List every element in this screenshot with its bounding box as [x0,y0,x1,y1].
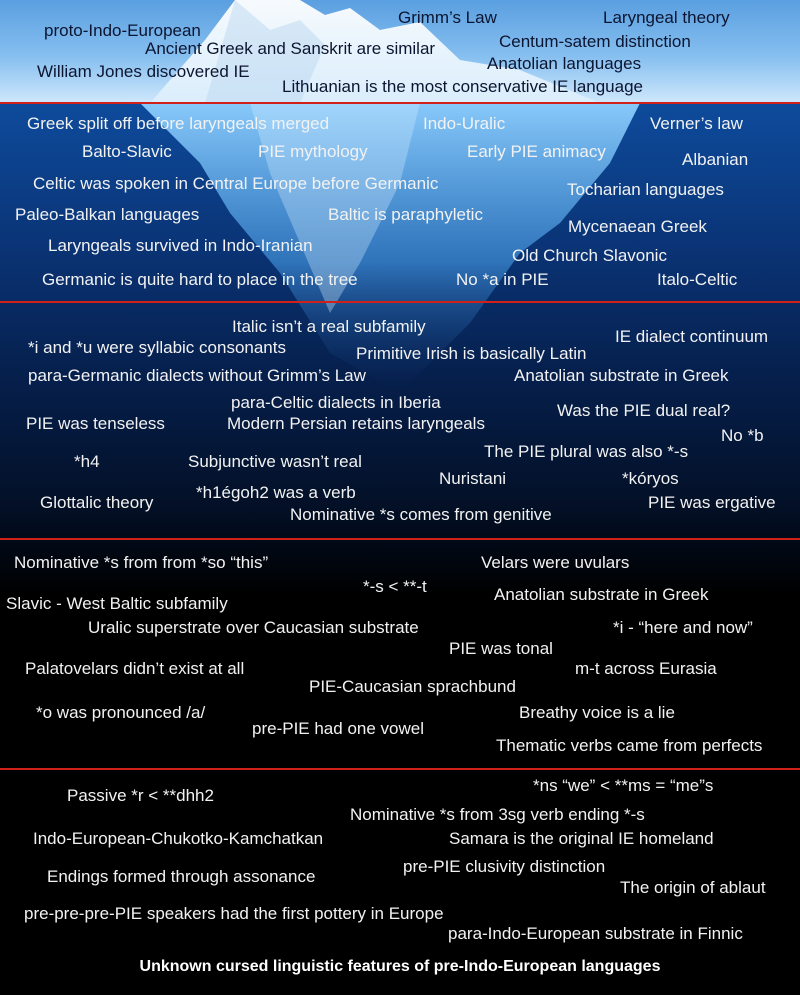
tier4-item: Breathy voice is a lie [519,703,675,722]
tier5-item: The origin of ablaut [620,878,766,897]
tier3-item: Subjunctive wasn’t real [188,452,362,471]
tier3-item: No *b [721,426,764,445]
tier4-item: *o was pronounced /a/ [36,703,206,722]
tier4-item: PIE-Caucasian sprachbund [309,677,516,696]
tier4-item: Uralic superstrate over Caucasian substrate [88,618,419,637]
tier3-item: para-Germanic dialects without Grimm’s Law [28,366,366,385]
tier-divider-4 [0,768,800,770]
tier3-item: para-Celtic dialects in Iberia [231,393,441,412]
tier2-item: Baltic is paraphyletic [328,205,483,224]
tier3-item: Modern Persian retains laryngeals [227,414,485,433]
tier3-item: Primitive Irish is basically Latin [356,344,587,363]
tier2-item: Germanic is quite hard to place in the tree [42,270,358,289]
tier3-item: Nominative *s comes from genitive [290,505,552,524]
tier4-item: pre-PIE had one vowel [252,719,424,738]
tier2-item: Balto-Slavic [82,142,172,161]
tier5-item: para-Indo-European substrate in Finnic [448,924,743,943]
tier4-item: Thematic verbs came from perfects [496,736,763,755]
tier3-item: Anatolian substrate in Greek [514,366,729,385]
tier1-item: Lithuanian is the most conservative IE language [282,77,644,96]
tier5-item: *ns “we” < **ms = “me”s [533,776,714,795]
tier3-item: *i and *u were syllabic consonants [28,338,286,357]
tier2-item: Italo-Celtic [657,270,738,289]
tier3-item: Nuristani [439,469,507,488]
tier2-item: PIE mythology [258,142,368,161]
tier5-item: Endings formed through assonance [47,867,316,886]
tier1-item: Centum-satem distinction [499,32,691,51]
tier2-item: Verner’s law [650,114,743,133]
tier1-item: Laryngeal theory [603,8,730,27]
tier2-item: Greek split off before laryngeals merged [27,114,330,133]
tier4-item: Anatolian substrate in Greek [494,585,709,604]
tier2-item: Albanian [682,150,749,169]
tier4-item: Velars were uvulars [481,553,630,572]
tier2-item: No *a in PIE [456,270,549,289]
tier1-item: Grimm’s Law [398,8,497,27]
tier1-item: Anatolian languages [487,54,642,73]
tier5-item: Passive *r < **dhh2 [67,786,214,805]
tier1-item: proto-Indo-European [44,21,201,40]
tier2-item: Old Church Slavonic [512,246,667,265]
tier4-item: Nominative *s from from *so “this” [14,553,269,572]
tier-divider-3 [0,538,800,540]
tier1-item: Ancient Greek and Sanskrit are similar [145,39,436,58]
tier5-item: pre-pre-pre-PIE speakers had the first pottery in Europe [24,904,444,923]
tier3-item: *h1égoh2 was a verb [196,483,356,502]
tier4-item: m-t across Eurasia [575,659,717,678]
tier4-item: PIE was tonal [449,639,553,658]
tier-divider-2 [0,301,800,303]
tier2-item: Laryngeals survived in Indo-Iranian [48,236,313,255]
tier4-item: *i - “here and now” [613,618,753,637]
caption: Unknown cursed linguistic features of pre-Indo-European languages [139,958,661,975]
tier3-item: IE dialect continuum [615,327,769,346]
tier-divider-1 [0,102,800,104]
tier2-item: Mycenaean Greek [568,217,707,236]
tier1-item: William Jones discovered IE [37,62,250,81]
tier3-item: Italic isn’t a real subfamily [232,317,426,336]
tier3-item: PIE was tenseless [26,414,165,433]
tier2-item: Paleo-Balkan languages [15,205,200,224]
tier5-item: Nominative *s from 3sg verb ending *-s [350,805,645,824]
tier3-item: Was the PIE dual real? [557,401,731,420]
tier4-item: *-s < **-t [363,577,427,596]
tier5-item: Indo-European-Chukotko-Kamchatkan [33,829,324,848]
tier3-item: Glottalic theory [40,493,154,512]
tier2-item: Tocharian languages [567,180,724,199]
tier3-item: PIE was ergative [648,493,776,512]
tier2-item: Celtic was spoken in Central Europe before Germanic [33,174,439,193]
tier4-item: Slavic - West Baltic subfamily [6,594,228,613]
tier2-item: Early PIE animacy [467,142,606,161]
tier3-item: The PIE plural was also *-s [484,442,689,461]
tier3-item: *h4 [74,452,100,471]
tier4-item: Palatovelars didn’t exist at all [25,659,245,678]
tier3-item: *kóryos [622,469,679,488]
tier2-item: Indo-Uralic [423,114,506,133]
tier5-item: pre-PIE clusivity distinction [403,857,606,876]
tier5-item: Samara is the original IE homeland [449,829,714,848]
